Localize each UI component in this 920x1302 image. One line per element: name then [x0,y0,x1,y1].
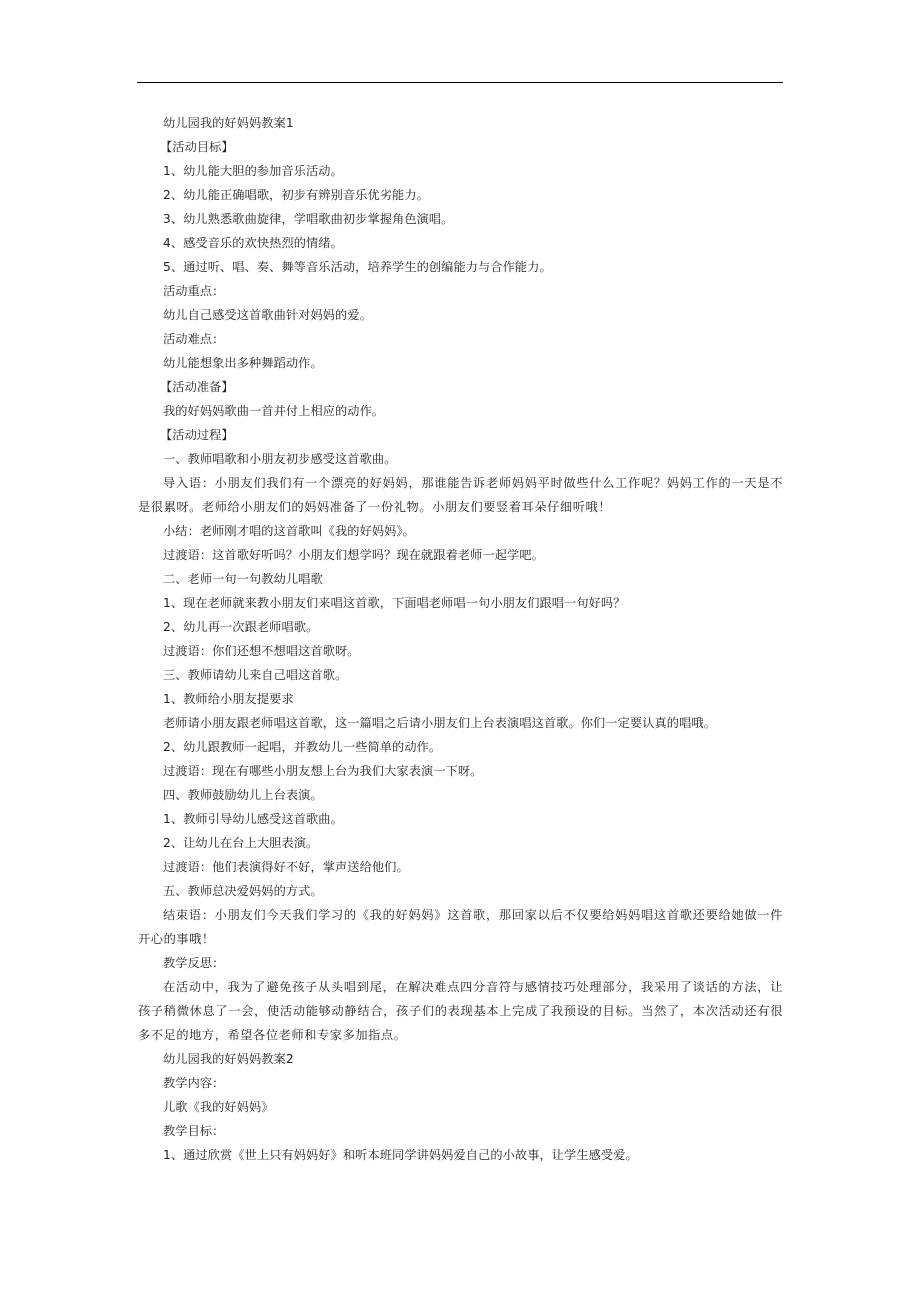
paragraph-line: 导入语：小朋友们我们有一个漂亮的好妈妈，那谁能告诉老师妈妈平时做些什么工作呢？妈妈工作的一天是不是很累呀。老师给小朋友们的妈妈准备了一份礼物。小朋友们要竖着耳朵仔细听哦！ [138,476,783,514]
paragraph-line: 五、教师总决爱妈妈的方式。 [163,884,323,898]
paragraph-line: 2、幼儿再一次跟老师唱歌。 [163,620,319,634]
paragraph-line: 我的好妈妈歌曲一首并付上相应的动作。 [163,404,385,418]
paragraph-line: 教学内容： [163,1076,225,1090]
paragraph-line: 结束语：小朋友们今天我们学习的《我的好妈妈》这首歌，那回家以后不仅要给妈妈唱这首歌还要给她做一件开心的事哦！ [138,908,783,946]
paragraph-line: 1、现在老师就来教小朋友们来唱这首歌，下面唱老师唱一句小朋友们跟唱一句好吗？ [163,596,626,610]
paragraph-line: 教学反思： [163,956,225,970]
header-rule [137,82,783,83]
paragraph-line: 幼儿园我的好妈妈教案1 [163,116,294,130]
paragraph-line: 二、老师一句一句教幼儿唱歌 [163,572,323,586]
paragraph-line: 1、教师给小朋友提要求 [163,692,294,706]
paragraph-line: 过渡语：你们还想不想唱这首歌呀。 [163,644,360,658]
paragraph-line: 幼儿园我的好妈妈教案2 [163,1052,294,1066]
paragraph-line: 3、幼儿熟悉歌曲旋律，学唱歌曲初步掌握角色演唱。 [163,212,454,226]
paragraph-line: 活动重点： [163,284,225,298]
paragraph-line: 【活动准备】 [160,380,234,394]
paragraph-line: 1、幼儿能大胆的参加音乐活动。 [163,164,343,178]
paragraph-line: 1、通过欣赏《世上只有妈妈好》和听本班同学讲妈妈爱自己的小故事，让学生感受爱。 [163,1148,638,1162]
document-body [138,111,783,1167]
paragraph-line: 过渡语：现在有哪些小朋友想上台为我们大家表演一下呀。 [163,764,483,778]
paragraph-line: 【活动目标】 [160,140,234,154]
paragraph-line: 老师请小朋友跟老师唱这首歌，这一篇唱之后请小朋友们上台表演唱这首歌。你们一定要认真的唱哦。 [163,716,716,730]
paragraph-line: 教学目标： [163,1124,225,1138]
paragraph-line: 2、幼儿能正确唱歌，初步有辨别音乐优劣能力。 [163,188,429,202]
paragraph-line: 过渡语：这首歌好听吗？小朋友们想学吗？现在就跟着老师一起学吧。 [163,548,544,562]
paragraph-line: 2、让幼儿在台上大胆表演。 [163,836,319,850]
paragraph-line: 活动难点： [163,332,225,346]
paragraph-line: 儿歌《我的好妈妈》 [163,1100,274,1114]
paragraph-line: 一、教师唱歌和小朋友初步感受这首歌曲。 [163,452,397,466]
paragraph-line: 过渡语：他们表演得好不好，掌声送给他们。 [163,860,409,874]
paragraph-line: 幼儿自己感受这首歌曲针对妈妈的爱。 [163,308,372,322]
paragraph-line: 小结：老师刚才唱的这首歌叫《我的好妈妈》。 [163,524,415,538]
paragraph-line: 4、感受音乐的欢快热烈的情绪。 [163,236,343,250]
paragraph-line: 幼儿能想象出多种舞蹈动作。 [163,356,323,370]
paragraph-line: 【活动过程】 [160,428,234,442]
paragraph-line: 在活动中，我为了避免孩子从头唱到尾，在解决难点四分音符与感情技巧处理部分，我采用了谈话的方法，让孩子稍微休息了一会，使活动能够动静结合，孩子们的表现基本上完成了我预设的目标。当然了，本次活动还有很多不足的地方，希望各位老师和专家多加指点。 [138,980,783,1042]
paragraph-line: 1、教师引导幼儿感受这首歌曲。 [163,812,343,826]
paragraph-line: 三、教师请幼儿来自己唱这首歌。 [163,668,348,682]
paragraph-line: 四、教师鼓励幼儿上台表演。 [163,788,323,802]
paragraph-line: 2、幼儿跟教师一起唱，并教幼儿一些简单的动作。 [163,740,442,754]
paragraph-line: 5、通过听、唱、奏、舞等音乐活动，培养学生的创编能力与合作能力。 [163,260,552,274]
